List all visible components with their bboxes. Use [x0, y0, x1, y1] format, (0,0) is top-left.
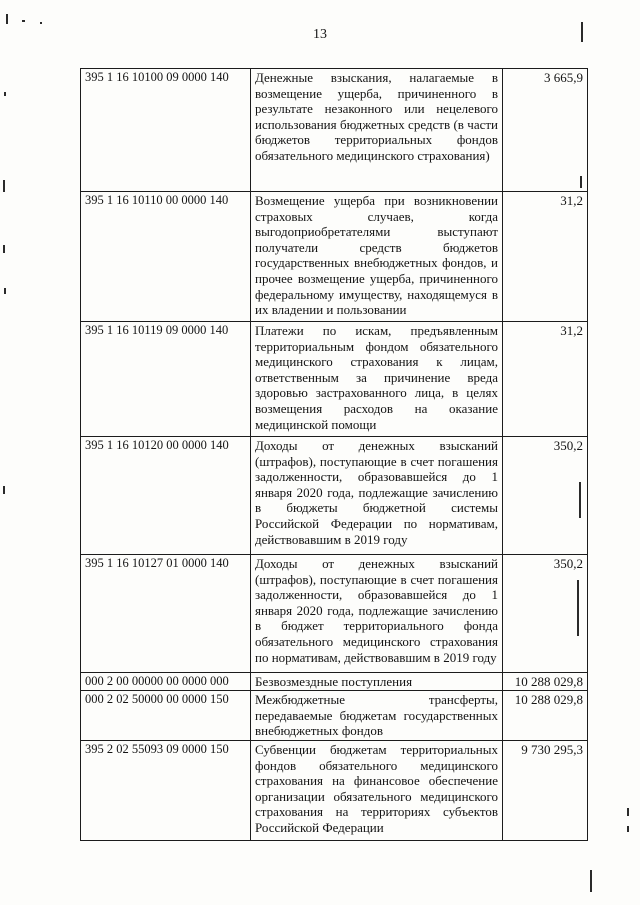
- scan-artifact-top-left: [6, 14, 8, 24]
- table-row: [81, 555, 588, 673]
- revenue-amount: 9 730 295,3: [503, 741, 588, 841]
- revenue-amount: 10 288 029,8: [503, 691, 588, 741]
- revenue-name: Денежные взыскания, налагаемые в возмещение ущерба, причиненного в результате незаконного или нецелевого использования бюджетных средств (в части бюджетов территориальных фондов обязательного медицинского страхования): [251, 69, 503, 192]
- scan-artifact-bottom-right: [590, 870, 592, 892]
- budget-classification-code: 395 1 16 10120 00 0000 140: [81, 437, 251, 555]
- revenue-amount: 10 288 029,8: [503, 673, 588, 691]
- scan-artifact-right-2: [627, 826, 629, 832]
- revenue-amount: 3 665,9: [503, 69, 588, 192]
- revenue-amount: 350,2: [503, 555, 588, 673]
- table-row: [81, 437, 588, 555]
- revenue-name: Доходы от денежных взысканий (штрафов), поступающие в счет погашения задолженности, образовавшейся до 1 января 2020 года, подлежащие зачислению в бюджеты бюджетной системы Российской Федерации по нормативам, действовавшим в 2019 году: [251, 437, 503, 555]
- scan-artifact-amount-3: [580, 176, 582, 188]
- scan-artifact-left-5: [3, 486, 5, 494]
- revenue-name: Межбюджетные трансферты, передаваемые бюджетам государственных внебюджетных фондов: [251, 691, 503, 741]
- scan-artifact-amount-1: [579, 482, 581, 518]
- budget-classification-code: 395 1 16 10127 01 0000 140: [81, 555, 251, 673]
- scan-artifact-left-2: [3, 180, 5, 192]
- revenue-name: Субвенции бюджетам территориальных фондов обязательного медицинского страхования на финансовое обеспечение организации обязательного медицинского страхования на территориях субъектов Российской Федерации: [251, 741, 503, 841]
- budget-classification-code: 000 2 00 00000 00 0000 000: [81, 673, 251, 691]
- revenue-name: Возмещение ущерба при возникновении страховых случаев, когда выгодоприобретателями выступают получатели средств бюджетов государственных внебюджетных фондов, и прочее возмещение ущерба, причиненного федеральному имуществу, находящемуся в их владении и пользовании: [251, 192, 503, 322]
- scan-artifact-top-left-dot: [22, 20, 25, 22]
- scan-artifact-amount-2: [577, 580, 579, 636]
- scan-artifact-left-4: [4, 288, 6, 294]
- budget-classification-code: 000 2 02 50000 00 0000 150: [81, 691, 251, 741]
- budget-classification-code: 395 2 02 55093 09 0000 150: [81, 741, 251, 841]
- revenue-name: Доходы от денежных взысканий (штрафов), поступающие в счет погашения задолженности, образовавшейся до 1 января 2020 года, подлежащие зачислению в бюджет территориального фонда обязательного медицинского страхования по нормативам, действовавшим в 2019 году: [251, 555, 503, 673]
- budget-classification-code: 395 1 16 10110 00 0000 140: [81, 192, 251, 322]
- budget-revenue-table: [80, 68, 588, 841]
- page-number: 13: [313, 27, 327, 42]
- table-row: [81, 741, 588, 841]
- table-row: [81, 322, 588, 437]
- scan-artifact-left-3: [3, 245, 5, 253]
- revenue-amount: 350,2: [503, 437, 588, 555]
- table-row: [81, 673, 588, 691]
- revenue-name: Платежи по искам, предъявленным территориальным фондом обязательного медицинского страхования к лицам, ответственным за причинение вреда здоровью застрахованного лица, в целях возмещения расходов на оказание медицинской помощи: [251, 322, 503, 437]
- table-row: [81, 69, 588, 192]
- budget-classification-code: 395 1 16 10119 09 0000 140: [81, 322, 251, 437]
- revenue-name: Безвозмездные поступления: [251, 673, 503, 691]
- scan-artifact-top-right: [581, 22, 583, 42]
- budget-classification-code: 395 1 16 10100 09 0000 140: [81, 69, 251, 192]
- table-row: [81, 192, 588, 322]
- table-row: [81, 691, 588, 741]
- scan-artifact-top-dot: [40, 22, 42, 24]
- revenue-amount: 31,2: [503, 192, 588, 322]
- scan-artifact-right-1: [627, 808, 629, 816]
- revenue-amount: 31,2: [503, 322, 588, 437]
- scan-artifact-left-1: [4, 92, 6, 96]
